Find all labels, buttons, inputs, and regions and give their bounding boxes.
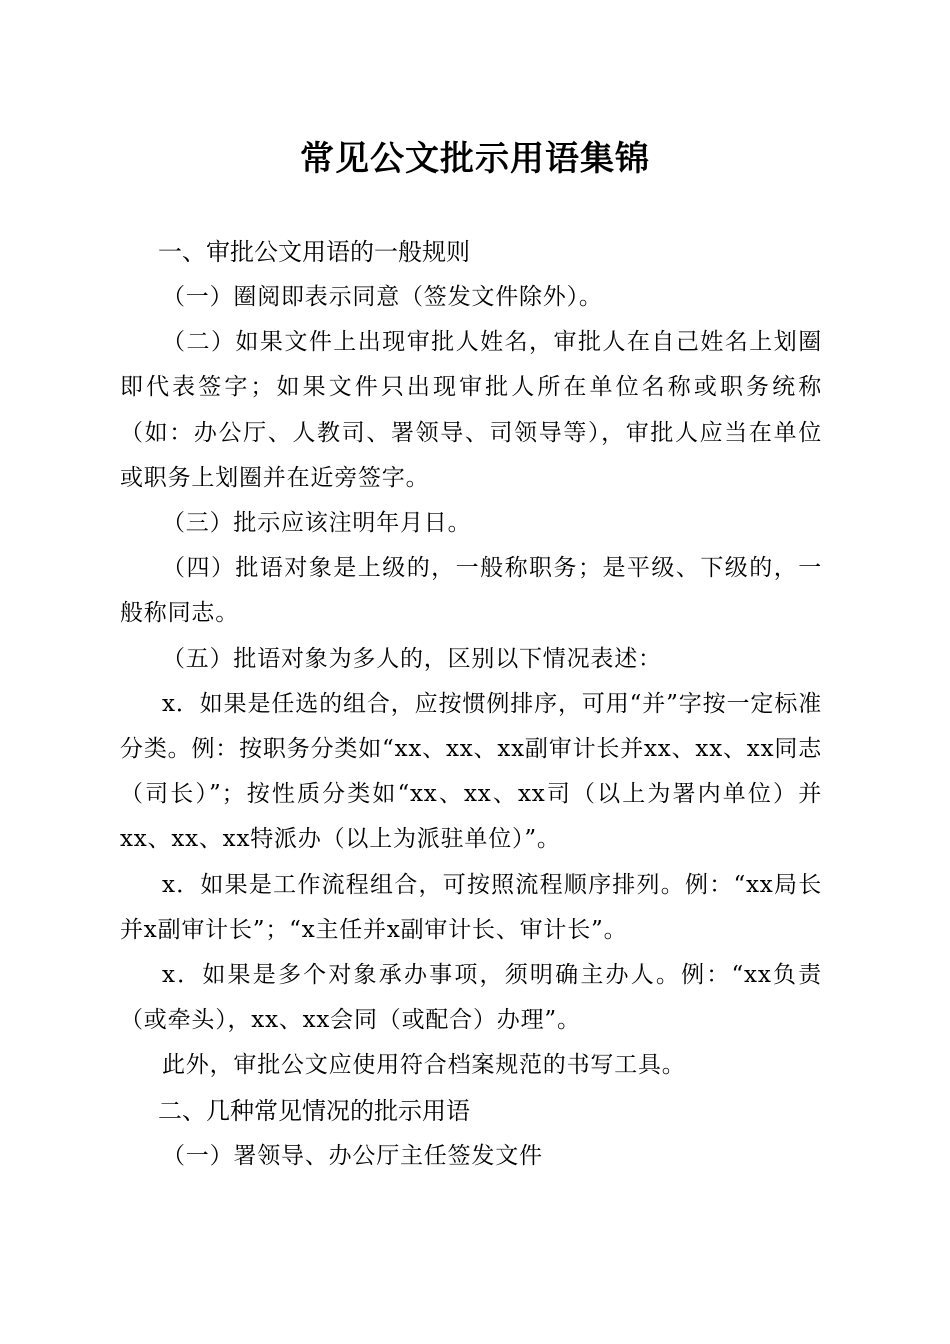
document-title: 常见公文批示用语集锦	[300, 139, 650, 179]
paragraph-1-9: 此外，审批公文应使用符合档案规范的书写工具。	[162, 1052, 686, 1079]
paragraph-1-2: （二）如果文件上出现审批人姓名，审批人在自己姓名上划圈即代表签字；如果文件只出现审批人所在单位名称或职务统称（如：办公厅、人教司、署领导、司领导等），审批人应当在单位或职务上划圈并在近旁签字。	[120, 329, 822, 491]
section-heading-1: 一、审批公文用语的一般规则	[158, 238, 470, 266]
paragraph-1-7: x．如果是工作流程组合，可按照流程顺序排列。例：“xx局长并x副审计长”；“x主任并x副审计长、审计长”。	[120, 871, 822, 943]
paragraph-2-1: （一）署领导、办公厅主任签发文件	[162, 1142, 543, 1169]
paragraph-1-3: （三）批示应该注明年月日。	[162, 510, 472, 537]
paragraph-1-6: x．如果是任选的组合，应按惯例排序，可用“并”字按一定标准分类。例：按职务分类如“xx、xx、xx副审计长并xx、xx、xx同志（司长）”；按性质分类如“xx、xx、xx司（以上为署内单位）并xx、xx、xx特派办（以上为派驻单位）”。	[120, 690, 822, 853]
section-heading-2: 二、几种常见情况的批示用语	[158, 1096, 470, 1125]
paragraph-1-8: x．如果是多个对象承办事项，须明确主办人。例：“xx负责（或牵头），xx、xx会同（或配合）办理”。	[120, 962, 822, 1034]
document-body	[120, 230, 822, 1179]
paragraph-1-1: （一）圈阅即表示同意（签发文件除外）。	[162, 284, 603, 310]
paragraph-1-5: （五）批语对象为多人的，区别以下情况表述：	[162, 645, 662, 672]
paragraph-1-4: （四）批语对象是上级的，一般称职务；是平级、下级的，一般称同志。	[120, 555, 822, 627]
